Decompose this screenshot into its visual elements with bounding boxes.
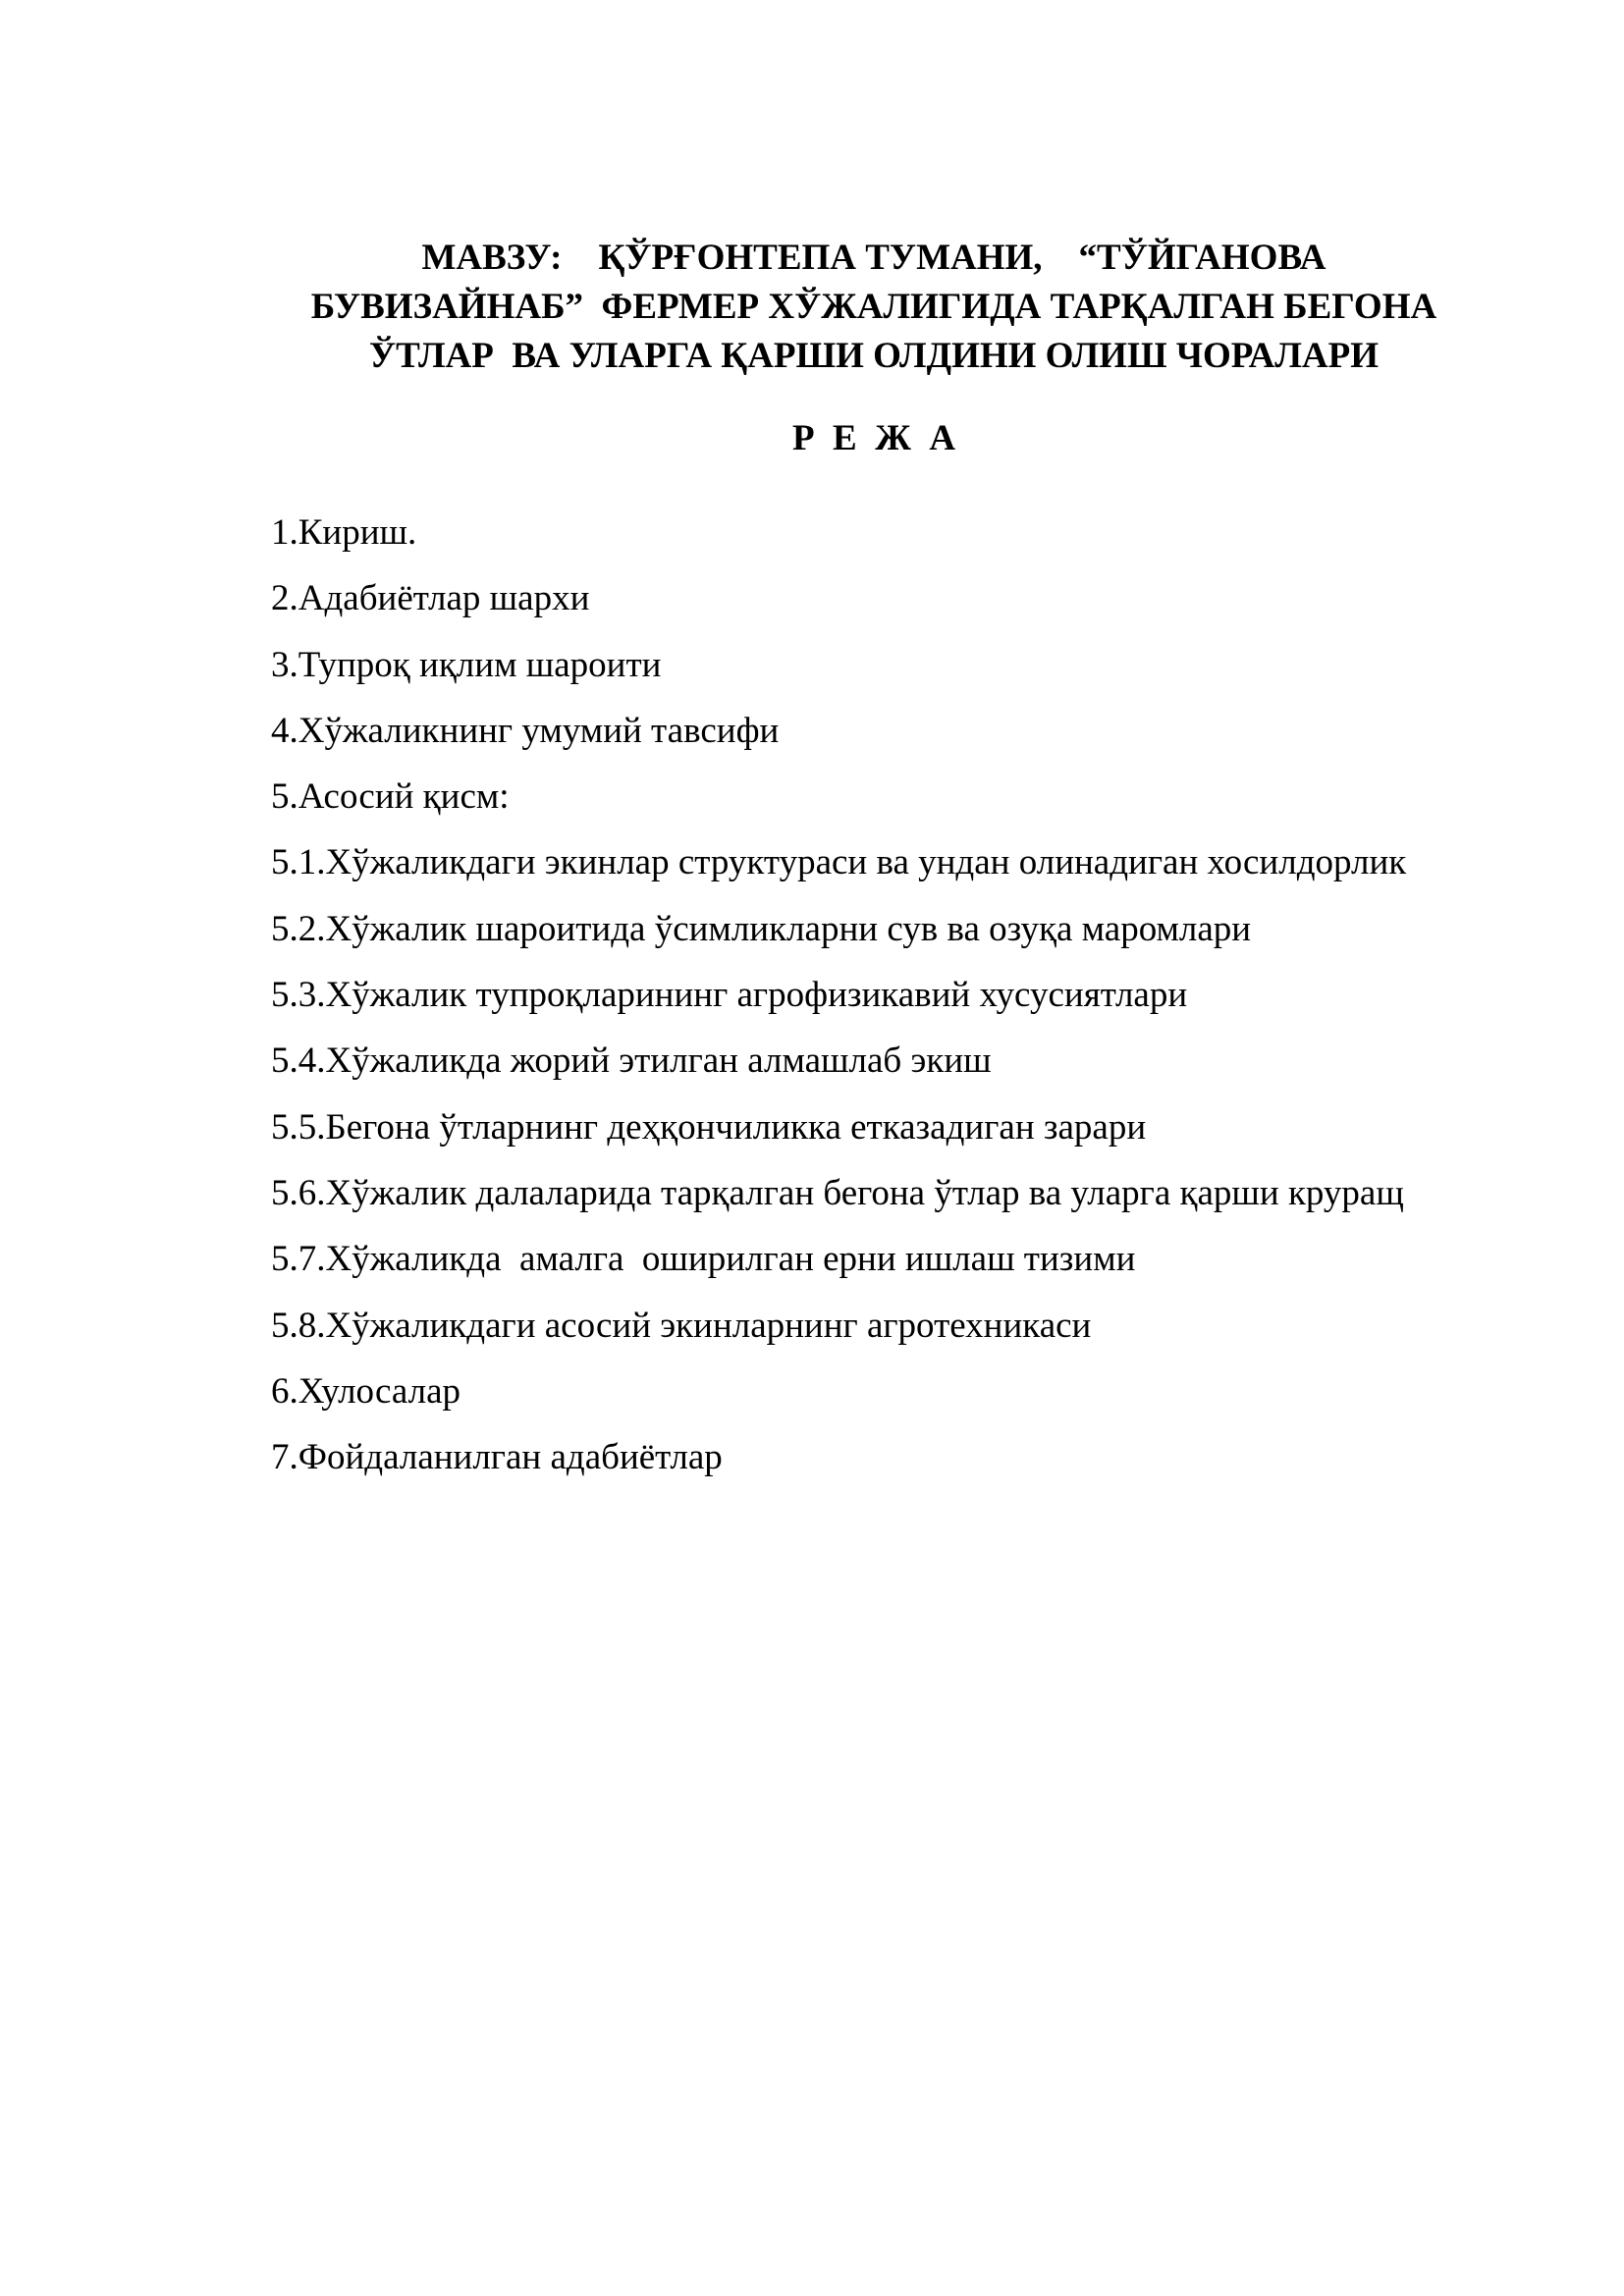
- title-line-3: ЎТЛАР ВА УЛАРГА ҚАРШИ ОЛДИНИ ОЛИШ ЧОРАЛАРИ: [368, 336, 1380, 376]
- toc-item-5-3: 5.3.Хўжалик тупроқларининг агрофизикавий хусусиятлари: [271, 975, 1188, 1016]
- toc-item-5-1: 5.1.Хўжаликдаги экинлар структураси ва ундан олинадиган хосилдорлик: [271, 842, 1407, 883]
- toc-item-5-6: 5.6.Хўжалик далаларида тарқалган бегона ўтлар ва уларга қарши круращ: [271, 1172, 1404, 1213]
- title-line-2: БУВИЗАЙНАБ” ФЕРМЕР ХЎЖАЛИГИДА ТАРҚАЛГАН БЕГОНА: [310, 287, 1437, 327]
- toc-item-5-2: 5.2.Хўжалик шароитида ўсимликларни сув ва озуқа маромлари: [271, 908, 1252, 949]
- document-title: [245, 234, 1502, 381]
- toc-item-1: 1.Кириш.: [271, 512, 417, 553]
- title-line-1: МАВЗУ: ҚЎРҒОНТЕПА ТУМАНИ, “ТЎЙГАНОВА: [421, 238, 1326, 278]
- toc-item-2: 2.Адабиётлар шархи: [271, 578, 590, 619]
- toc-item-6: 6.Хулосалар: [271, 1370, 460, 1412]
- toc-item-5-8: 5.8.Хўжаликдаги асосий экинларнинг агротехникаси: [271, 1305, 1092, 1346]
- toc-item-4: 4.Хўжаликнинг умумий тавсифи: [271, 710, 780, 751]
- toc-item-3: 3.Тупроқ иқлим шароити: [271, 644, 662, 685]
- table-of-contents: [271, 500, 1567, 1490]
- toc-item-5-7: 5.7.Хўжаликда амалга оширилган ерни ишлаш тизими: [271, 1239, 1136, 1280]
- toc-item-5-4: 5.4.Хўжаликда жорий этилган алмашлаб экиш: [271, 1041, 992, 1082]
- toc-item-7: 7.Фойдаланилган адабиётлар: [271, 1437, 723, 1478]
- plan-heading: Р Е Ж А: [791, 418, 956, 458]
- toc-item-5: 5.Асосий қисм:: [271, 776, 510, 818]
- toc-item-5-5: 5.5.Бегона ўтларнинг деҳқончиликка етказадиган зарари: [271, 1106, 1147, 1148]
